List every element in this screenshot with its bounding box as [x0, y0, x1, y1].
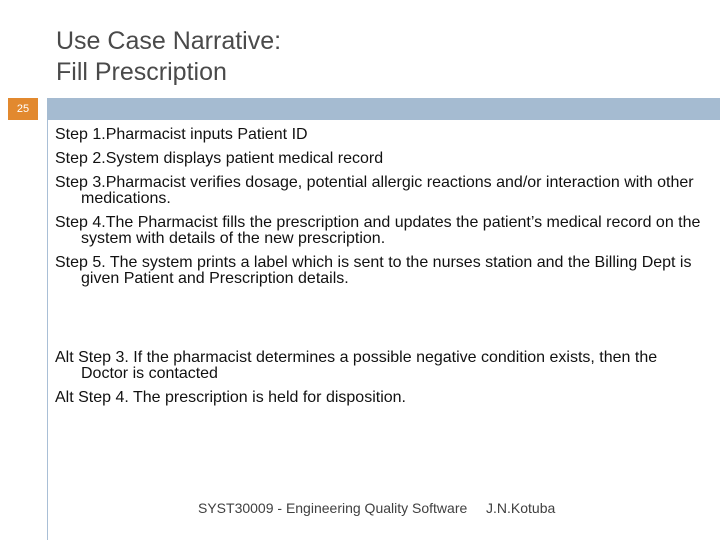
steps-list	[55, 127, 705, 295]
step-5: Step 5. The system prints a label which is sent to the nurses station and the Billing Dept is given Patient and Prescription details.	[55, 254, 692, 287]
alt-step-4: Alt Step 4. The prescription is held for disposition.	[55, 389, 406, 406]
slide-footer	[0, 500, 720, 516]
vertical-rule	[47, 120, 48, 540]
accent-bar	[47, 98, 720, 120]
slide-title-line-2: Fill Prescription	[56, 58, 227, 86]
step-1: Step 1.Pharmacist inputs Patient ID	[55, 126, 308, 143]
footer-author: J.N.Kotuba	[486, 500, 556, 516]
header-bar	[0, 98, 720, 120]
step-4: Step 4.The Pharmacist fills the prescription and updates the patient’s medical record on the system with details of the new prescription.	[55, 214, 701, 247]
step-3: Step 3.Pharmacist verifies dosage, potential allergic reactions and/or interaction with other medications.	[55, 174, 694, 207]
page-number-badge: 25	[8, 98, 38, 120]
footer-course: SYST30009 - Engineering Quality Software	[198, 500, 468, 516]
slide-title-line-1: Use Case Narrative:	[56, 27, 282, 55]
step-2: Step 2.System displays patient medical record	[55, 150, 384, 167]
alternate-steps-list	[55, 350, 705, 414]
alt-step-3: Alt Step 3. If the pharmacist determines a possible negative condition exists, then the Doctor is contacted	[55, 349, 658, 382]
slide-title	[56, 26, 281, 88]
